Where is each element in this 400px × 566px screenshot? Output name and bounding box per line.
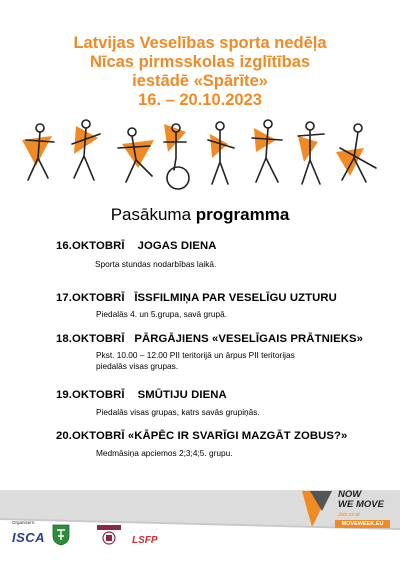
event-date: 20.OKTOBRĪ bbox=[56, 430, 125, 442]
event-item bbox=[56, 292, 376, 320]
lsfp-logo bbox=[132, 530, 158, 548]
event-date: 19.OKTOBRĪ bbox=[56, 389, 125, 401]
event-heading bbox=[56, 430, 376, 442]
event-item bbox=[56, 240, 376, 270]
nwm-line-2: WE MOVE bbox=[338, 499, 384, 510]
event-description bbox=[96, 350, 376, 372]
nwm-line-1: NOW bbox=[338, 489, 362, 500]
event-heading bbox=[56, 389, 376, 401]
event-item bbox=[56, 333, 376, 372]
event-title: SMŪTIJU DIENA bbox=[137, 389, 227, 401]
lsfp-shield-icon bbox=[52, 524, 70, 546]
sports-figures-illustration bbox=[14, 118, 386, 192]
event-title: ĪSSFILMIŅA PAR VESELĪGU UZTURU bbox=[134, 292, 337, 304]
event-description bbox=[95, 259, 376, 270]
figure-flag-7 bbox=[298, 136, 318, 162]
now-we-move-text bbox=[338, 490, 384, 510]
event-description bbox=[96, 309, 376, 320]
moveweek-site-link[interactable]: MOVEWEEK.EU bbox=[335, 520, 390, 528]
event-date: 18.OKTOBRĪ bbox=[56, 333, 125, 345]
event-title: «KĀPĒC IR SVARĪGI MAZGĀT ZOBUS?» bbox=[127, 430, 348, 442]
nwm-join-label: Join us at bbox=[338, 512, 360, 518]
event-description-line: piedalās visas grupas. bbox=[96, 361, 179, 371]
event-heading bbox=[56, 292, 376, 304]
event-description bbox=[96, 407, 376, 418]
event-description-line: Pkst. 10.00 – 12.00 PII teritorijā un ārpus PII teritorijas bbox=[96, 350, 295, 360]
lsfp-logo-text: LSFP bbox=[132, 535, 158, 546]
event-date: 17.OKTOBRĪ bbox=[56, 292, 125, 304]
isca-logo: ISCA bbox=[12, 530, 46, 545]
event-heading bbox=[56, 333, 376, 345]
program-title-part2: programma bbox=[195, 205, 290, 224]
figure-flag-3 bbox=[122, 140, 154, 168]
event-date: 16.OKTOBRĪ bbox=[56, 240, 125, 252]
event-title: JOGAS DIENA bbox=[137, 240, 217, 252]
header-line-2: Nīcas pirmsskolas izglītības bbox=[89, 53, 311, 71]
figure-flag-4 bbox=[164, 124, 186, 152]
event-description-line: Piedalās 4. un 5.grupa, savā grupā. bbox=[96, 309, 227, 319]
event-description bbox=[96, 448, 376, 459]
header-line-4: 16. – 20.10.2023 bbox=[138, 91, 262, 109]
organiser-label: Organisers: bbox=[12, 520, 36, 525]
header-line-1: Latvijas Veselības sporta nedēļa bbox=[73, 34, 327, 52]
header-line-3: iestādē «Spārīte» bbox=[132, 72, 268, 90]
program-title-part1: Pasākuma bbox=[110, 205, 196, 224]
ministry-emblem-icon bbox=[96, 524, 122, 546]
event-heading bbox=[56, 240, 376, 252]
event-item bbox=[56, 430, 376, 459]
event-item bbox=[56, 389, 376, 418]
event-header bbox=[0, 34, 400, 110]
figure-flag-8 bbox=[336, 148, 364, 176]
event-description-line: Medmāsiņa apciemos 2;3;4;5. grupu. bbox=[96, 448, 233, 458]
program-title bbox=[0, 205, 400, 225]
event-title: PĀRGĀJIENS «VESELĪGAIS PRĀTNIEKS» bbox=[134, 333, 363, 345]
event-description-line: Piedalās visas grupas, katrs savās grupiņās. bbox=[96, 407, 260, 417]
event-description-line: Sporta stundas nodarbības laikā. bbox=[95, 259, 217, 269]
